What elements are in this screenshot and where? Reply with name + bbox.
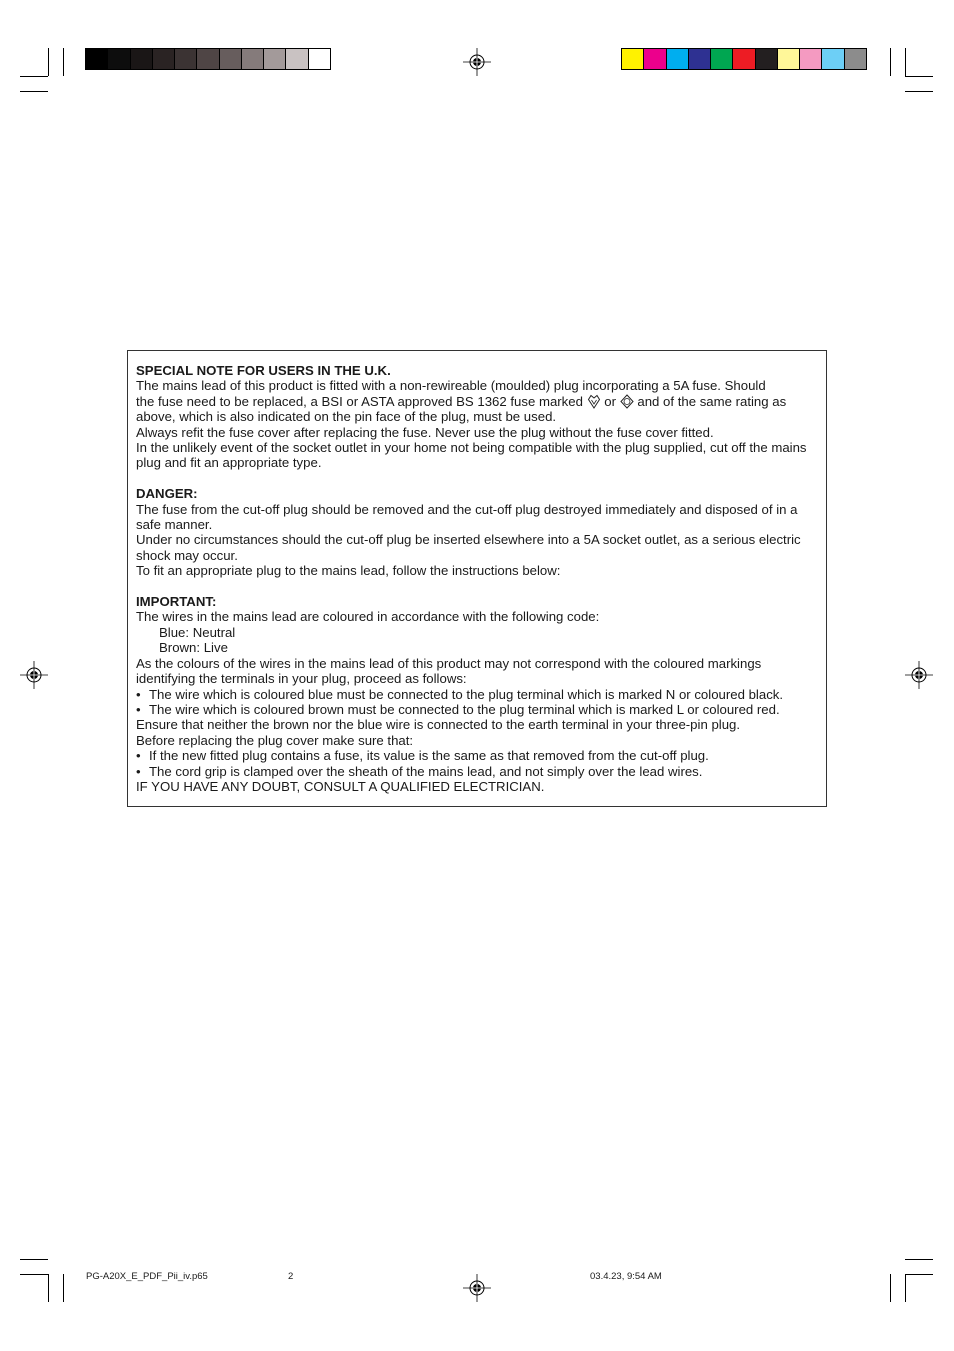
crop-mark [890, 48, 891, 76]
notice-text [136, 394, 818, 409]
color-swatch [153, 49, 175, 69]
notice-text-span: the fuse need to be replaced, a BSI or ASTA approved BS 1362 fuse marked [136, 393, 583, 409]
crop-mark [890, 1274, 891, 1302]
bullet-icon: • [136, 686, 141, 702]
registration-mark-icon [905, 661, 933, 689]
color-swatch [622, 49, 644, 69]
bullet-icon: • [136, 748, 141, 764]
list-item [136, 702, 818, 717]
registration-mark-icon [463, 48, 491, 76]
color-swatch [175, 49, 197, 69]
notice-text: In the unlikely event of the socket outlet in your home not being compatible with the plug supplied, cut off the mains plug and fit an appropriate type. [136, 440, 807, 471]
crop-mark [905, 76, 933, 77]
list-item-text: The wire which is coloured blue must be connected to the plug terminal which is marked N or coloured black. [149, 686, 784, 702]
grayscale-color-bar [85, 48, 331, 70]
crop-mark [48, 1274, 49, 1302]
color-swatch [711, 49, 733, 69]
list-item [136, 764, 818, 779]
registration-mark-icon [463, 1274, 491, 1302]
bsi-kitemark-icon [587, 394, 601, 409]
color-swatch [822, 49, 844, 69]
color-swatch [778, 49, 800, 69]
color-swatch [86, 49, 108, 69]
crop-mark [905, 1274, 933, 1275]
color-swatch [220, 49, 242, 69]
notice-text: Under no circumstances should the cut-off plug be inserted elsewhere into a 5A socket outlet, as a serious electric shock may occur. [136, 532, 801, 563]
crop-mark [20, 1274, 48, 1275]
notice-text-span: and of the same rating as [637, 393, 787, 409]
crop-mark [48, 48, 49, 76]
list-item-text: If the new fitted plug contains a fuse, its value is the same as that removed from the cut-off plug. [149, 748, 709, 764]
crop-mark [905, 1274, 906, 1302]
color-swatch [667, 49, 689, 69]
color-swatch [733, 49, 755, 69]
color-swatch [800, 49, 822, 69]
asta-mark-icon [620, 394, 634, 409]
color-swatch [689, 49, 711, 69]
process-color-bar [621, 48, 867, 70]
color-swatch [845, 49, 866, 69]
notice-text: As the colours of the wires in the mains lead of this product may not correspond with the coloured markings identifying the terminals in your plug, proceed as follows: [136, 655, 762, 687]
crop-mark [905, 48, 906, 76]
bullet-icon: • [136, 701, 141, 717]
section-heading-uk-note: SPECIAL NOTE FOR USERS IN THE U.K. [136, 363, 391, 378]
crop-mark [20, 76, 48, 77]
section-heading-danger: DANGER: [136, 486, 198, 502]
crop-mark [63, 1274, 64, 1302]
uk-plug-notice-box [127, 350, 827, 807]
crop-mark [20, 1259, 48, 1260]
crop-mark [20, 91, 48, 92]
notice-text: The wires in the mains lead are coloured in accordance with the following code: [136, 609, 600, 625]
color-swatch [756, 49, 778, 69]
closing-warning: IF YOU HAVE ANY DOUBT, CONSULT A QUALIFIED ELECTRICIAN. [136, 778, 545, 794]
wire-code-brown: Brown: Live [159, 640, 228, 656]
notice-text: Ensure that neither the brown nor the blue wire is connected to the earth terminal in your three-pin plug. [136, 717, 741, 733]
bullet-icon: • [136, 763, 141, 779]
notice-text: The mains lead of this product is fitted with a non-rewireable (moulded) plug incorporating a 5A fuse. Should [136, 378, 766, 394]
footer-timestamp: 03.4.23, 9:54 AM [590, 1271, 662, 1282]
list-item [136, 687, 818, 702]
list-item-text: The cord grip is clamped over the sheath of the mains lead, and not simply over the lead wires. [149, 763, 703, 779]
notice-text: To fit an appropriate plug to the mains lead, follow the instructions below: [136, 563, 561, 579]
notice-text-span: or [604, 393, 617, 409]
color-swatch [644, 49, 666, 69]
notice-text: The fuse from the cut-off plug should be removed and the cut-off plug destroyed immediately and disposed of in a safe manner. [136, 501, 798, 533]
section-heading-important: IMPORTANT: [136, 594, 217, 610]
notice-text: Before replacing the plug cover make sure that: [136, 732, 414, 748]
crop-mark [905, 91, 933, 92]
notice-text: Always refit the fuse cover after replacing the fuse. Never use the plug without the fuse cover fitted. [136, 424, 714, 440]
color-swatch [108, 49, 130, 69]
crop-mark [905, 1259, 933, 1260]
wire-code-blue: Blue: Neutral [159, 624, 236, 640]
registration-mark-icon [20, 661, 48, 689]
crop-mark [63, 48, 64, 76]
notice-text: above, which is also indicated on the pin face of the plug, must be used. [136, 409, 557, 425]
footer-page-number: 2 [288, 1271, 294, 1282]
color-swatch [131, 49, 153, 69]
list-item [136, 748, 818, 763]
list-item-text: The wire which is coloured brown must be connected to the plug terminal which is marked L or coloured red. [149, 701, 780, 717]
footer-filename: PG-A20X_E_PDF_Pii_iv.p65 [86, 1271, 208, 1282]
color-swatch [242, 49, 264, 69]
color-swatch [197, 49, 219, 69]
color-swatch [309, 49, 330, 69]
color-swatch [286, 49, 308, 69]
color-swatch [264, 49, 286, 69]
